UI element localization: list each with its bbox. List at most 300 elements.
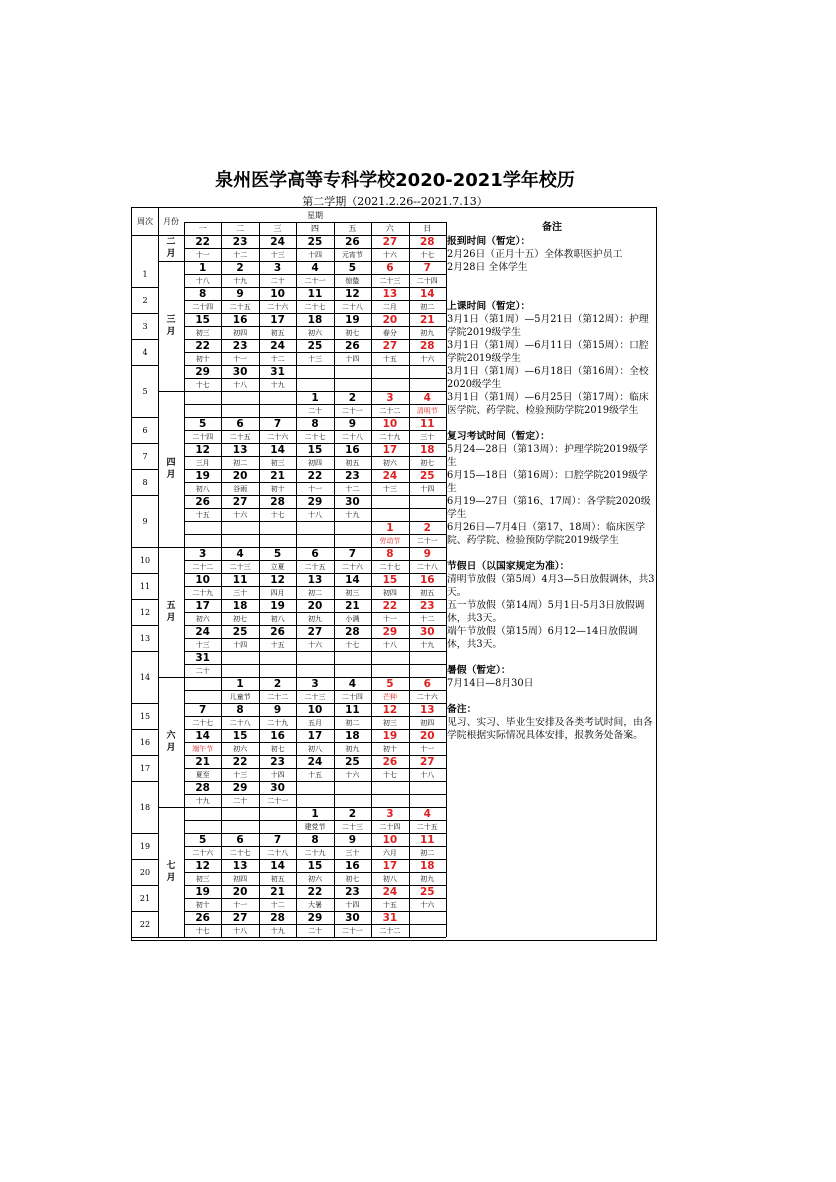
- note-line: 6月26日—7月4日（第17、18周）：临床医学院、药学院、检验预防学院2019级学生: [447, 522, 646, 546]
- lunar-date: 初四: [382, 588, 397, 597]
- day-number: 28: [419, 235, 435, 248]
- day-number: 20: [232, 885, 248, 898]
- week-number: 2: [142, 295, 148, 305]
- day-number: 4: [423, 391, 431, 404]
- day-number: 21: [270, 885, 285, 898]
- week-number: 10: [139, 555, 151, 565]
- lunar-date: 惊蛰: [345, 276, 360, 285]
- note-line: 3月1日（第1周）—6月18日（第16周）：全校2020级学生: [447, 366, 649, 390]
- lunar-date: 十八: [420, 770, 435, 779]
- lunar-date: 二十九: [379, 432, 401, 441]
- day-number: 2: [236, 261, 244, 274]
- lunar-date: 十四: [307, 250, 322, 259]
- note-section: [447, 560, 657, 651]
- lunar-date: 春分: [382, 328, 397, 337]
- weekday-header: 五: [348, 224, 357, 233]
- day-number: 26: [270, 625, 285, 638]
- lunar-date: 谷雨: [233, 484, 248, 493]
- day-number: 5: [199, 833, 207, 846]
- day-number: 10: [195, 573, 210, 586]
- day-number: 15: [195, 313, 210, 326]
- lunar-date: 十四: [233, 640, 248, 649]
- day-number: 23: [419, 599, 435, 612]
- day-number: 12: [345, 287, 360, 300]
- note-section: [447, 430, 657, 547]
- lunar-date: 二十: [233, 796, 248, 805]
- week-number: 6: [142, 425, 148, 435]
- lunar-date: 初五: [270, 874, 285, 883]
- day-number: 19: [382, 729, 398, 742]
- lunar-date: 二十八: [229, 718, 251, 727]
- day-number: 7: [273, 417, 282, 430]
- lunar-date: 十二: [270, 900, 285, 909]
- week-number: 5: [142, 386, 148, 396]
- week-number: 22: [139, 919, 151, 929]
- lunar-date: 芒种: [382, 692, 397, 701]
- note-section: [447, 703, 657, 742]
- day-number: 27: [419, 755, 435, 768]
- day-number: 8: [386, 547, 394, 560]
- week-number: 12: [139, 607, 151, 617]
- day-number: 12: [195, 859, 210, 872]
- day-number: 30: [419, 625, 435, 638]
- lunar-date: 十二: [420, 614, 435, 623]
- day-number: 12: [270, 573, 285, 586]
- lunar-date: 二十六: [192, 848, 214, 857]
- lunar-date: 二十八: [267, 848, 289, 857]
- day-number: 13: [232, 443, 248, 456]
- lunar-date: 十七: [420, 250, 435, 259]
- lunar-date: 十七: [270, 510, 285, 519]
- day-number: 3: [273, 261, 282, 274]
- lunar-date: 初二: [345, 718, 360, 727]
- day-number: 4: [236, 547, 244, 560]
- lunar-date: 十一: [233, 354, 248, 363]
- weekday-header: 三: [273, 224, 282, 233]
- lunar-date: 二十: [307, 926, 322, 935]
- lunar-date: 初三: [345, 588, 360, 597]
- week-number: 16: [139, 737, 151, 747]
- lunar-date: 十九: [270, 926, 285, 935]
- lunar-date: 初十: [195, 354, 210, 363]
- lunar-date: 夏至: [195, 770, 210, 779]
- day-number: 1: [311, 391, 319, 404]
- day-number: 26: [382, 755, 398, 768]
- day-number: 14: [270, 443, 285, 456]
- lunar-date: 初六: [195, 614, 210, 623]
- lunar-date: 十八: [382, 640, 397, 649]
- lunar-date: 十八: [195, 276, 210, 285]
- day-number: 2: [348, 391, 357, 404]
- day-number: 24: [307, 755, 323, 768]
- grid-line: [184, 937, 446, 938]
- lunar-date: 初八: [382, 874, 397, 883]
- note-line: 2月28日 全体学生: [447, 262, 528, 273]
- lunar-date: 二十六: [341, 562, 363, 571]
- lunar-date: 二十六: [267, 432, 289, 441]
- notes-column: [447, 221, 657, 755]
- note-line: 6月19—27日（第16、17周）：各学院2020级学生: [447, 496, 651, 520]
- day-number: 3: [386, 391, 394, 404]
- day-number: 29: [232, 781, 248, 794]
- week-number: 19: [139, 841, 151, 851]
- lunar-date: 二十: [270, 276, 285, 285]
- lunar-date: 二十: [195, 666, 210, 675]
- day-number: 7: [273, 833, 282, 846]
- lunar-date: 初八: [195, 484, 210, 493]
- day-number: 8: [199, 287, 207, 300]
- day-number: 9: [423, 547, 431, 560]
- lunar-date: 初七: [345, 328, 360, 337]
- note-title: 备注：: [447, 704, 477, 715]
- day-number: 18: [419, 859, 435, 872]
- day-number: 12: [382, 703, 398, 716]
- lunar-date: 十六: [345, 770, 360, 779]
- day-number: 4: [311, 261, 319, 274]
- note-line: 见习、实习、毕业生安排及各类考试时间，由各学院根据实际情况具体安排，报教务处备案。: [447, 717, 653, 741]
- day-number: 25: [307, 235, 323, 248]
- note-line: 清明节放假（第5周）4月3—5日放假调休，共3天。: [447, 574, 655, 598]
- day-number: 10: [382, 417, 398, 430]
- week-number: 3: [142, 321, 148, 331]
- lunar-date: 初七: [270, 744, 285, 753]
- day-number: 15: [382, 573, 398, 586]
- day-number: 10: [270, 287, 285, 300]
- week-number: 1: [142, 269, 148, 279]
- lunar-date: 十三: [195, 640, 210, 649]
- day-number: 11: [419, 833, 435, 846]
- lunar-date: 初二: [307, 588, 322, 597]
- lunar-date: 二十六: [267, 302, 289, 311]
- notes-header: 备注: [542, 222, 562, 233]
- lunar-date: 二十七: [229, 848, 251, 857]
- lunar-date: 初四: [420, 718, 435, 727]
- day-number: 30: [345, 495, 360, 508]
- day-number: 3: [199, 547, 207, 560]
- lunar-date: 初二: [420, 302, 435, 311]
- day-number: 22: [307, 885, 323, 898]
- day-number: 28: [419, 339, 435, 352]
- lunar-date: 十三: [233, 770, 248, 779]
- lunar-date: 初二: [233, 458, 248, 467]
- day-number: 18: [345, 729, 360, 742]
- lunar-date: 二十五: [416, 822, 438, 831]
- lunar-date: 二十: [307, 406, 322, 415]
- lunar-date: 劳动节: [379, 536, 401, 545]
- day-number: 14: [195, 729, 210, 742]
- lunar-date: 十一: [420, 744, 435, 753]
- lunar-date: 初四: [233, 328, 248, 337]
- day-number: 1: [386, 521, 394, 534]
- note-section: [447, 235, 657, 274]
- day-number: 17: [307, 729, 323, 742]
- lunar-date: 二十二: [379, 926, 401, 935]
- note-title: 暑假（暂定）：: [447, 665, 511, 676]
- month-label: 七 月: [166, 861, 176, 883]
- lunar-date: 二十八: [341, 302, 363, 311]
- lunar-date: 二十四: [416, 276, 438, 285]
- lunar-date: 初六: [233, 744, 248, 753]
- note-title: 报到时间（暂定）：: [447, 236, 531, 247]
- lunar-date: 二十三: [341, 822, 363, 831]
- day-number: 5: [386, 677, 394, 690]
- day-number: 9: [348, 833, 357, 846]
- note-title: 节假日（以国家规定为准）：: [447, 561, 570, 572]
- week-number: 13: [139, 633, 151, 643]
- day-number: 26: [195, 911, 210, 924]
- lunar-date: 二十二: [379, 406, 401, 415]
- lunar-date: 五月: [307, 718, 322, 727]
- lunar-date: 大暑: [307, 900, 322, 909]
- day-number: 27: [232, 911, 248, 924]
- day-number: 13: [382, 287, 398, 300]
- lunar-date: 十一: [233, 900, 248, 909]
- lunar-date: 二十七: [304, 302, 326, 311]
- day-number: 11: [307, 287, 323, 300]
- week-number: 18: [139, 802, 151, 812]
- day-number: 26: [195, 495, 210, 508]
- lunar-date: 三十: [233, 588, 248, 597]
- day-number: 14: [419, 287, 435, 300]
- lunar-date: 三十: [420, 432, 435, 441]
- day-number: 16: [419, 573, 435, 586]
- lunar-date: 初二: [420, 848, 435, 857]
- lunar-date: 端午节: [192, 744, 214, 753]
- day-number: 8: [311, 417, 319, 430]
- lunar-date: 二十七: [192, 718, 214, 727]
- note-line: 3月1日（第1周）—5月21日（第12周）：护理学院2019级学生: [447, 314, 649, 338]
- day-number: 9: [236, 287, 244, 300]
- day-number: 23: [232, 339, 248, 352]
- day-number: 2: [273, 677, 282, 690]
- day-number: 22: [382, 599, 398, 612]
- note-line: 6月15—18日（第16周）：口腔学院2019级学生: [447, 470, 648, 494]
- day-number: 15: [307, 859, 323, 872]
- day-number: 16: [345, 859, 360, 872]
- day-number: 20: [419, 729, 435, 742]
- weekday-header: 二: [236, 224, 245, 233]
- day-number: 20: [232, 469, 248, 482]
- day-number: 27: [307, 625, 323, 638]
- day-number: 17: [382, 443, 398, 456]
- lunar-date: 二十一: [341, 406, 363, 415]
- grid-line: [158, 937, 184, 938]
- lunar-date: 二十四: [379, 822, 401, 831]
- lunar-date: 初三: [270, 458, 285, 467]
- lunar-date: 初十: [382, 744, 397, 753]
- week-number: 20: [139, 867, 151, 877]
- lunar-date: 二十九: [267, 718, 289, 727]
- day-number: 30: [345, 911, 360, 924]
- day-number: 24: [195, 625, 210, 638]
- month-label: 五 月: [166, 601, 176, 623]
- day-number: 19: [195, 469, 210, 482]
- lunar-date: 二十一: [267, 796, 289, 805]
- lunar-date: 初七: [420, 458, 435, 467]
- week-number: 14: [139, 672, 151, 682]
- note-title: 复习考试时间（暂定）：: [447, 431, 550, 442]
- lunar-date: 十一: [195, 250, 210, 259]
- lunar-date: 二十三: [304, 692, 326, 701]
- day-number: 15: [232, 729, 248, 742]
- lunar-date: 初三: [382, 718, 397, 727]
- lunar-date: 儿童节: [229, 692, 251, 701]
- day-number: 28: [270, 495, 285, 508]
- lunar-date: 二月: [382, 302, 397, 311]
- lunar-date: 小满: [345, 614, 360, 623]
- lunar-date: 十九: [195, 796, 210, 805]
- week-number: 11: [139, 581, 151, 591]
- lunar-date: 十五: [307, 770, 322, 779]
- lunar-date: 十二: [233, 250, 248, 259]
- day-number: 16: [232, 313, 248, 326]
- day-number: 30: [270, 781, 285, 794]
- lunar-date: 三月: [195, 458, 210, 467]
- lunar-date: 二十一: [304, 276, 326, 285]
- lunar-date: 三十: [345, 848, 360, 857]
- day-number: 22: [307, 469, 323, 482]
- day-number: 29: [382, 625, 398, 638]
- page-title: 泉州医学高等专科学校2020-2021学年校历: [215, 170, 575, 191]
- lunar-date: 十八: [233, 926, 248, 935]
- lunar-date: 十七: [195, 926, 210, 935]
- lunar-date: 二十五: [229, 432, 251, 441]
- month-label: 三 月: [166, 315, 176, 337]
- lunar-date: 二十二: [192, 562, 214, 571]
- week-number: 7: [142, 451, 148, 461]
- lunar-date: 立夏: [270, 562, 285, 571]
- note-title: 上课时间（暂定）：: [447, 301, 531, 312]
- day-number: 6: [311, 547, 319, 560]
- lunar-date: 初三: [195, 328, 210, 337]
- lunar-date: 二十三: [229, 562, 251, 571]
- lunar-date: 初七: [345, 874, 360, 883]
- lunar-date: 十二: [345, 484, 360, 493]
- note-line: 端午节放假（第15周）6月12—14日放假调休，共3天。: [447, 626, 638, 650]
- lunar-date: 二十四: [192, 302, 214, 311]
- weekday-group-header: 星期: [307, 210, 323, 220]
- day-number: 27: [382, 235, 398, 248]
- lunar-date: 初十: [195, 900, 210, 909]
- semester-subtitle: 第二学期（2021.2.26--2021.7.13）: [302, 195, 488, 208]
- day-number: 10: [307, 703, 323, 716]
- lunar-date: 二十四: [341, 692, 363, 701]
- day-number: 26: [345, 235, 360, 248]
- day-number: 18: [419, 443, 435, 456]
- lunar-date: 十三: [382, 484, 397, 493]
- lunar-date: 十四: [345, 354, 360, 363]
- day-number: 8: [236, 703, 244, 716]
- day-number: 31: [195, 651, 210, 664]
- lunar-date: 二十七: [379, 562, 401, 571]
- day-number: 18: [232, 599, 248, 612]
- day-number: 25: [419, 469, 435, 482]
- day-number: 1: [199, 261, 207, 274]
- lunar-date: 元宵节: [341, 250, 363, 259]
- day-number: 28: [270, 911, 285, 924]
- lunar-date: 二十二: [267, 692, 289, 701]
- day-number: 10: [382, 833, 398, 846]
- day-number: 9: [273, 703, 282, 716]
- lunar-date: 十一: [307, 484, 322, 493]
- day-number: 28: [345, 625, 360, 638]
- day-number: 31: [270, 365, 285, 378]
- weekday-header: 六: [385, 224, 394, 233]
- day-number: 16: [270, 729, 285, 742]
- lunar-date: 初三: [195, 874, 210, 883]
- day-number: 25: [232, 625, 248, 638]
- month-label: 二 月: [166, 237, 176, 259]
- lunar-date: 十八: [233, 380, 248, 389]
- lunar-date: 初六: [307, 874, 322, 883]
- day-number: 21: [419, 313, 435, 326]
- lunar-date: 十三: [307, 354, 322, 363]
- day-number: 17: [270, 313, 285, 326]
- day-number: 24: [270, 339, 285, 352]
- lunar-date: 十九: [233, 276, 248, 285]
- note-line: 2月26日（正月十五）全体教职医护员工: [447, 249, 623, 260]
- day-number: 11: [419, 417, 435, 430]
- lunar-date: 初九: [420, 328, 435, 337]
- day-number: 9: [348, 417, 357, 430]
- lunar-date: 四月: [270, 588, 285, 597]
- grid-line: [184, 651, 446, 652]
- day-number: 5: [199, 417, 207, 430]
- week-number: 21: [139, 893, 151, 903]
- lunar-date: 初四: [307, 458, 322, 467]
- day-number: 20: [382, 313, 398, 326]
- lunar-date: 二十八: [416, 562, 438, 571]
- day-number: 28: [195, 781, 210, 794]
- day-number: 23: [345, 469, 360, 482]
- day-number: 27: [232, 495, 248, 508]
- lunar-date: 初八: [307, 744, 322, 753]
- lunar-date: 二十八: [341, 432, 363, 441]
- day-number: 7: [423, 261, 431, 274]
- day-number: 30: [232, 365, 248, 378]
- day-number: 19: [270, 599, 285, 612]
- lunar-date: 二十四: [192, 432, 214, 441]
- day-number: 29: [307, 495, 323, 508]
- lunar-date: 十五: [382, 900, 397, 909]
- lunar-date: 十九: [420, 640, 435, 649]
- lunar-date: 二十九: [192, 588, 214, 597]
- lunar-date: 二十一: [416, 536, 438, 545]
- day-number: 6: [423, 677, 431, 690]
- day-number: 1: [236, 677, 244, 690]
- lunar-date: 初六: [307, 328, 322, 337]
- day-number: 16: [345, 443, 360, 456]
- month-label: 六 月: [166, 731, 176, 753]
- day-number: 23: [232, 235, 248, 248]
- day-number: 7: [348, 547, 357, 560]
- day-number: 31: [382, 911, 398, 924]
- lunar-date: 十六: [307, 640, 322, 649]
- day-number: 23: [345, 885, 360, 898]
- lunar-date: 十九: [270, 380, 285, 389]
- lunar-date: 二十一: [341, 926, 363, 935]
- day-number: 3: [386, 807, 394, 820]
- lunar-date: 初九: [307, 614, 322, 623]
- lunar-date: 二十三: [379, 276, 401, 285]
- note-line: 3月1日（第1周）—6月11日（第15周）：口腔学院2019级学生: [447, 340, 649, 364]
- lunar-date: 初八: [270, 614, 285, 623]
- day-number: 14: [270, 859, 285, 872]
- lunar-date: 初五: [345, 458, 360, 467]
- day-number: 29: [307, 911, 323, 924]
- lunar-date: 十五: [382, 354, 397, 363]
- lunar-date: 十八: [307, 510, 322, 519]
